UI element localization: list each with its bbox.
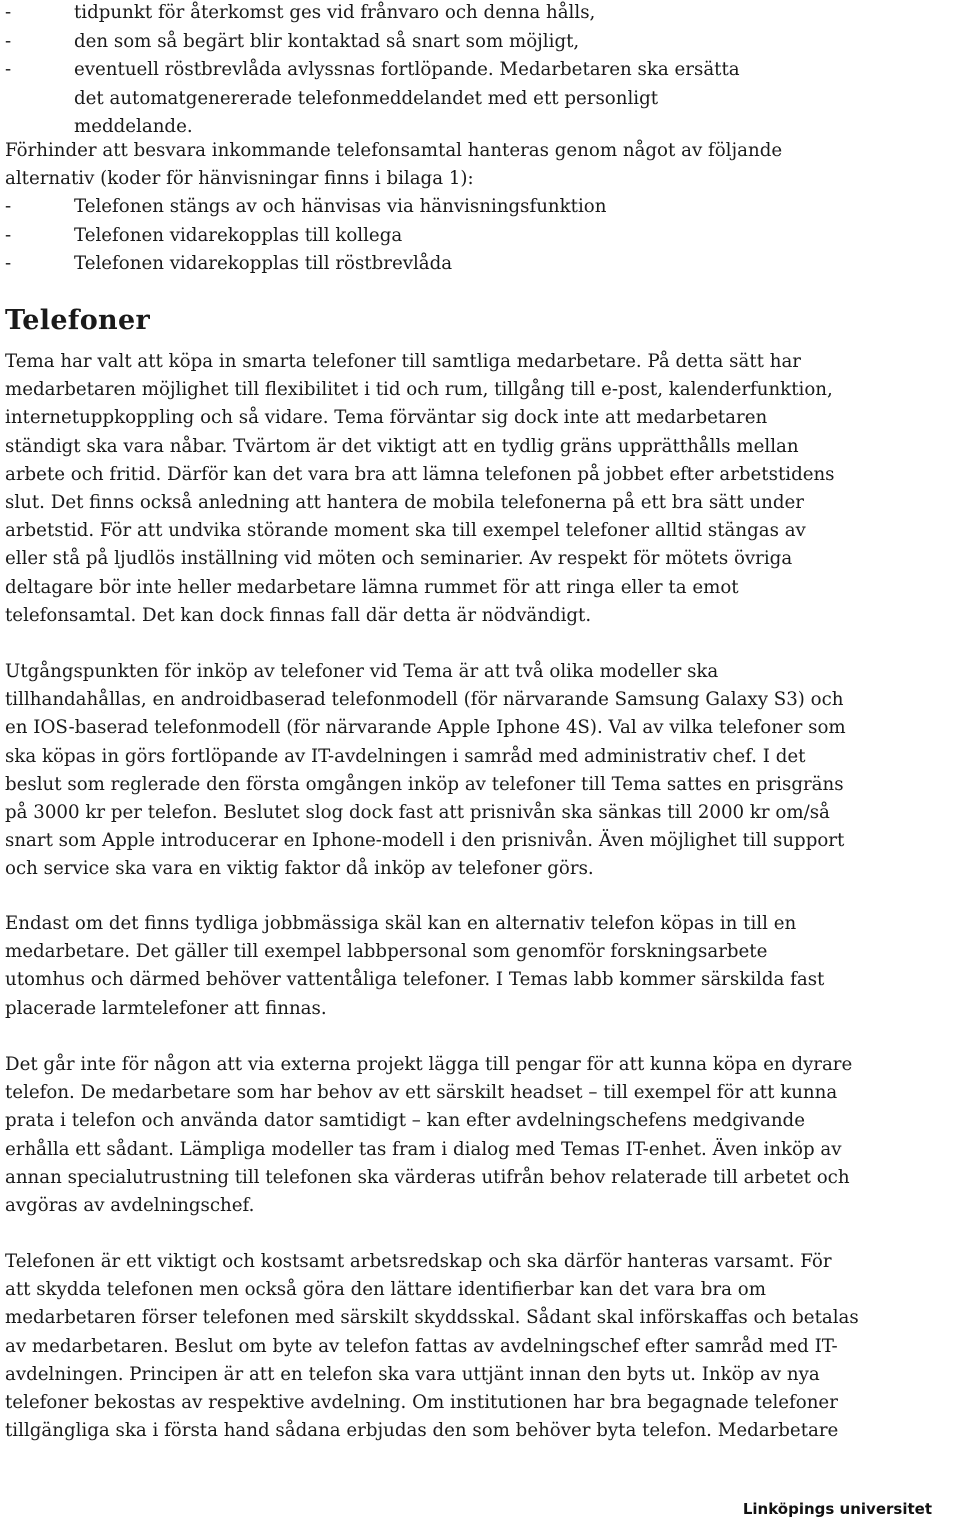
paragraph: Det går inte för någon att via externa projekt lägga till pengar för att kunna köpa en dyrare telefon. De medarbetare som har behov av ett särskilt headset – till exempel för att kunna prata i telefon och använda dator samtidigt – kan efter avdelningschefens medgivande erhålla ett sådant. Lämpliga modeller tas fram i dialog med Temas IT-enhet. Även inköp av annan specialutrustning till telefonen ska värderas utifrån behov relaterade till arbetet och avgöras av avdelningschef. — [5, 1054, 853, 1217]
list-dash: - — [5, 224, 12, 246]
absence-list — [5, 0, 754, 142]
list-item-text: Telefonen vidarekopplas till röstbrevlåda — [74, 253, 453, 274]
list-item-text: tidpunkt för återkomst ges vid frånvaro och denna hålls, — [74, 2, 596, 23]
list-item — [5, 56, 754, 142]
list-dash: - — [5, 30, 12, 52]
list-dash: - — [5, 59, 12, 80]
university-logo: Linköpings universitet — [742, 1500, 932, 1518]
list-item-text: eventuell röstbrevlåda avlyssnas fortlöpande. Medarbetaren ska ersätta det automatgenererade telefonmeddelandet med ett personligt meddelande. — [74, 59, 740, 137]
list-dash: - — [5, 253, 12, 274]
paragraph: Tema har valt att köpa in smarta telefoner till samtliga medarbetare. På detta sätt har medarbetaren möjlighet till flexibilitet i tid och rum, tillgång till e-post, kalenderfunktion, internetuppkoppling och så vidare. Tema förväntar sig dock inte att medarbetaren ständigt ska vara nåbar. Tvärtom är det viktigt att en tydlig gräns upprätthålls mellan arbete och fritid. Därför kan det vara bra att lämna telefonen på jobbet efter arbetstidens slut. Det finns också anledning att hantera de mobila telefonerna på ett bra sätt under arbetstid. För att undvika störande moment ska till exempel telefoner alltid stängas av eller stå på ljudlös inställning vid möten och seminarier. Av respekt för mötets övriga deltagare bör inte heller medarbetare lämna rummet för att ringa eller ta emot telefonsamtal. Det kan dock finnas fall där detta är nödvändigt. — [5, 351, 835, 626]
list-item — [5, 250, 606, 279]
list-item — [5, 193, 606, 222]
list-item-text: Telefonen stängs av och hänvisas via hänvisningsfunktion — [74, 196, 607, 217]
forhinder-paragraph: Förhinder att besvara inkommande telefonsamtal hanteras genom något av följande alternativ (koder för hänvisningar finns i bilaga 1): — [5, 140, 783, 190]
paragraph: Endast om det finns tydliga jobbmässiga skäl kan en alternativ telefon köpas in till en medarbetare. Det gäller till exempel labbpersonal som genomför forskningsarbete utomhus och därmed behöver vattentåliga telefoner. I Temas labb kommer särskilda fast placerade larmtelefoner att finnas. — [5, 913, 825, 1019]
section-heading: Telefoner — [5, 305, 150, 336]
list-item — [5, 28, 754, 57]
list-item-text: Telefonen vidarekopplas till kollega — [74, 224, 403, 246]
list-dash: - — [5, 196, 12, 217]
list-dash: - — [5, 2, 12, 23]
paragraph: Telefonen är ett viktigt och kostsamt arbetsredskap och ska därför hanteras varsamt. För att skydda telefonen men också göra den lättare identifierbar kan det vara bra om medarbetaren förser telefonen med särskilt skyddsskal. Sådant skal införskaffas och betalas av medarbetaren. Beslut om byte av telefon fattas av avdelningschef efter samråd med IT-avdelningen. Principen är att en telefon ska vara uttjänt innan den byts ut. Inköp av nya telefoner bekostas av respektive avdelning. Om institutionen har bra begagnade telefoner tillgängliga ska i första hand sådana erbjudas den som behöver byta telefon. Medarbetare — [5, 1251, 859, 1442]
list-item — [5, 222, 606, 251]
paragraph: Utgångspunkten för inköp av telefoner vid Tema är att två olika modeller ska tillhandahållas, en androidbaserad telefonmodell (för närvarande Samsung Galaxy S3) och en IOS-baserad telefonmodell (för närvarande Apple Iphone 4S). Val av vilka telefoner som ska köpas in görs fortlöpande av IT-avdelningen i samråd med administrativ chef. I det beslut som reglerade den första omgången inköp av telefoner till Tema sattes en prisgräns på 3000 kr per telefon. Beslutet slog dock fast att prisnivån ska sänkas till 2000 kr om/så snart som Apple introducerar en Iphone-modell i den prisnivån. Även möjlighet till support och service ska vara en viktig faktor då inköp av telefoner görs. — [5, 661, 846, 880]
list-item-text: den som så begärt blir kontaktad så snart som möjligt, — [74, 30, 580, 52]
list-item — [5, 0, 754, 28]
forhinder-list — [5, 193, 606, 279]
